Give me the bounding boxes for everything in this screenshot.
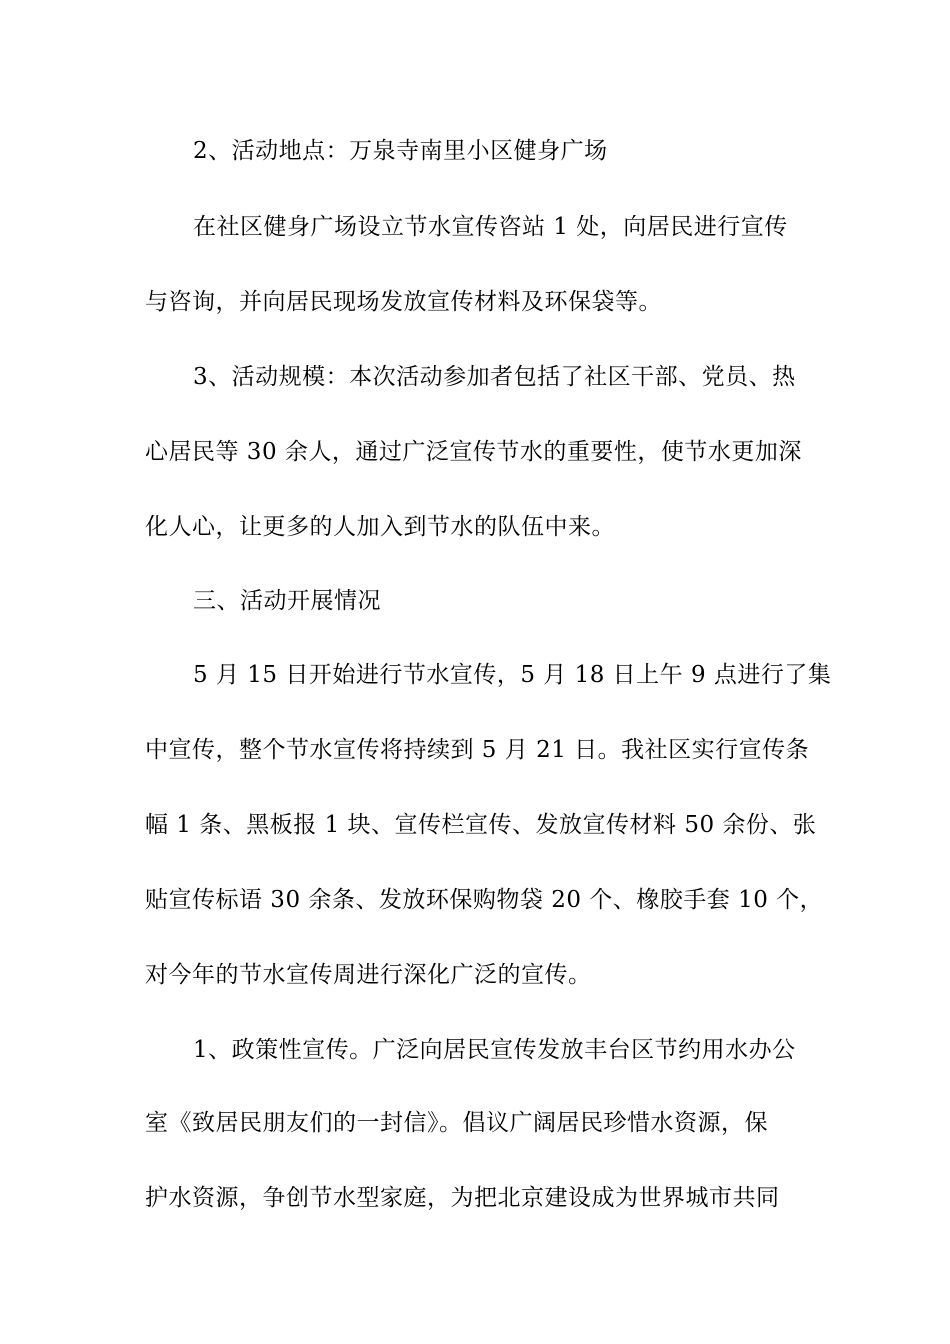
paragraph-line: 2、活动地点：万泉寺南里小区健身广场: [193, 138, 608, 164]
paragraph-line: 与咨询，并向居民现场发放宣传材料及环保袋等。: [145, 289, 662, 315]
paragraph-line: 1、政策性宣传。广泛向居民宣传发放丰台区节约用水办公: [193, 1037, 796, 1063]
paragraph-line: 化人心，让更多的人加入到节水的队伍中来。: [145, 514, 615, 540]
paragraph-line: 在社区健身广场设立节水宣传咨站 1 处，向居民进行宣传: [193, 214, 788, 240]
paragraph-line: 对今年的节水宣传周进行深化广泛的宣传。: [145, 962, 592, 988]
paragraph-line: 3、活动规模：本次活动参加者包括了社区干部、党员、热: [193, 364, 796, 390]
paragraph-line: 5 月 15 日开始进行节水宣传，5 月 18 日上午 9 点进行了集: [193, 662, 832, 688]
paragraph-line: 中宣传，整个节水宣传将持续到 5 月 21 日。我社区实行宣传条: [145, 737, 810, 763]
paragraph-line: 室《致居民朋友们的一封信》。倡议广阔居民珍惜水资源，保: [145, 1110, 768, 1136]
paragraph-line: 护水资源，争创节水型家庭，为把北京建设成为世界城市共同: [145, 1185, 780, 1211]
paragraph-line: 贴宣传标语 30 余条、发放环保购物袋 20 个、橡胶手套 10 个，: [145, 887, 824, 913]
paragraph-line: 心居民等 30 余人，通过广泛宣传节水的重要性，使节水更加深: [145, 439, 802, 465]
section-heading: 三、活动开展情况: [193, 588, 381, 614]
paragraph-line: 幅 1 条、黑板报 1 块、宣传栏宣传、发放宣传材料 50 余份、张: [145, 812, 817, 838]
